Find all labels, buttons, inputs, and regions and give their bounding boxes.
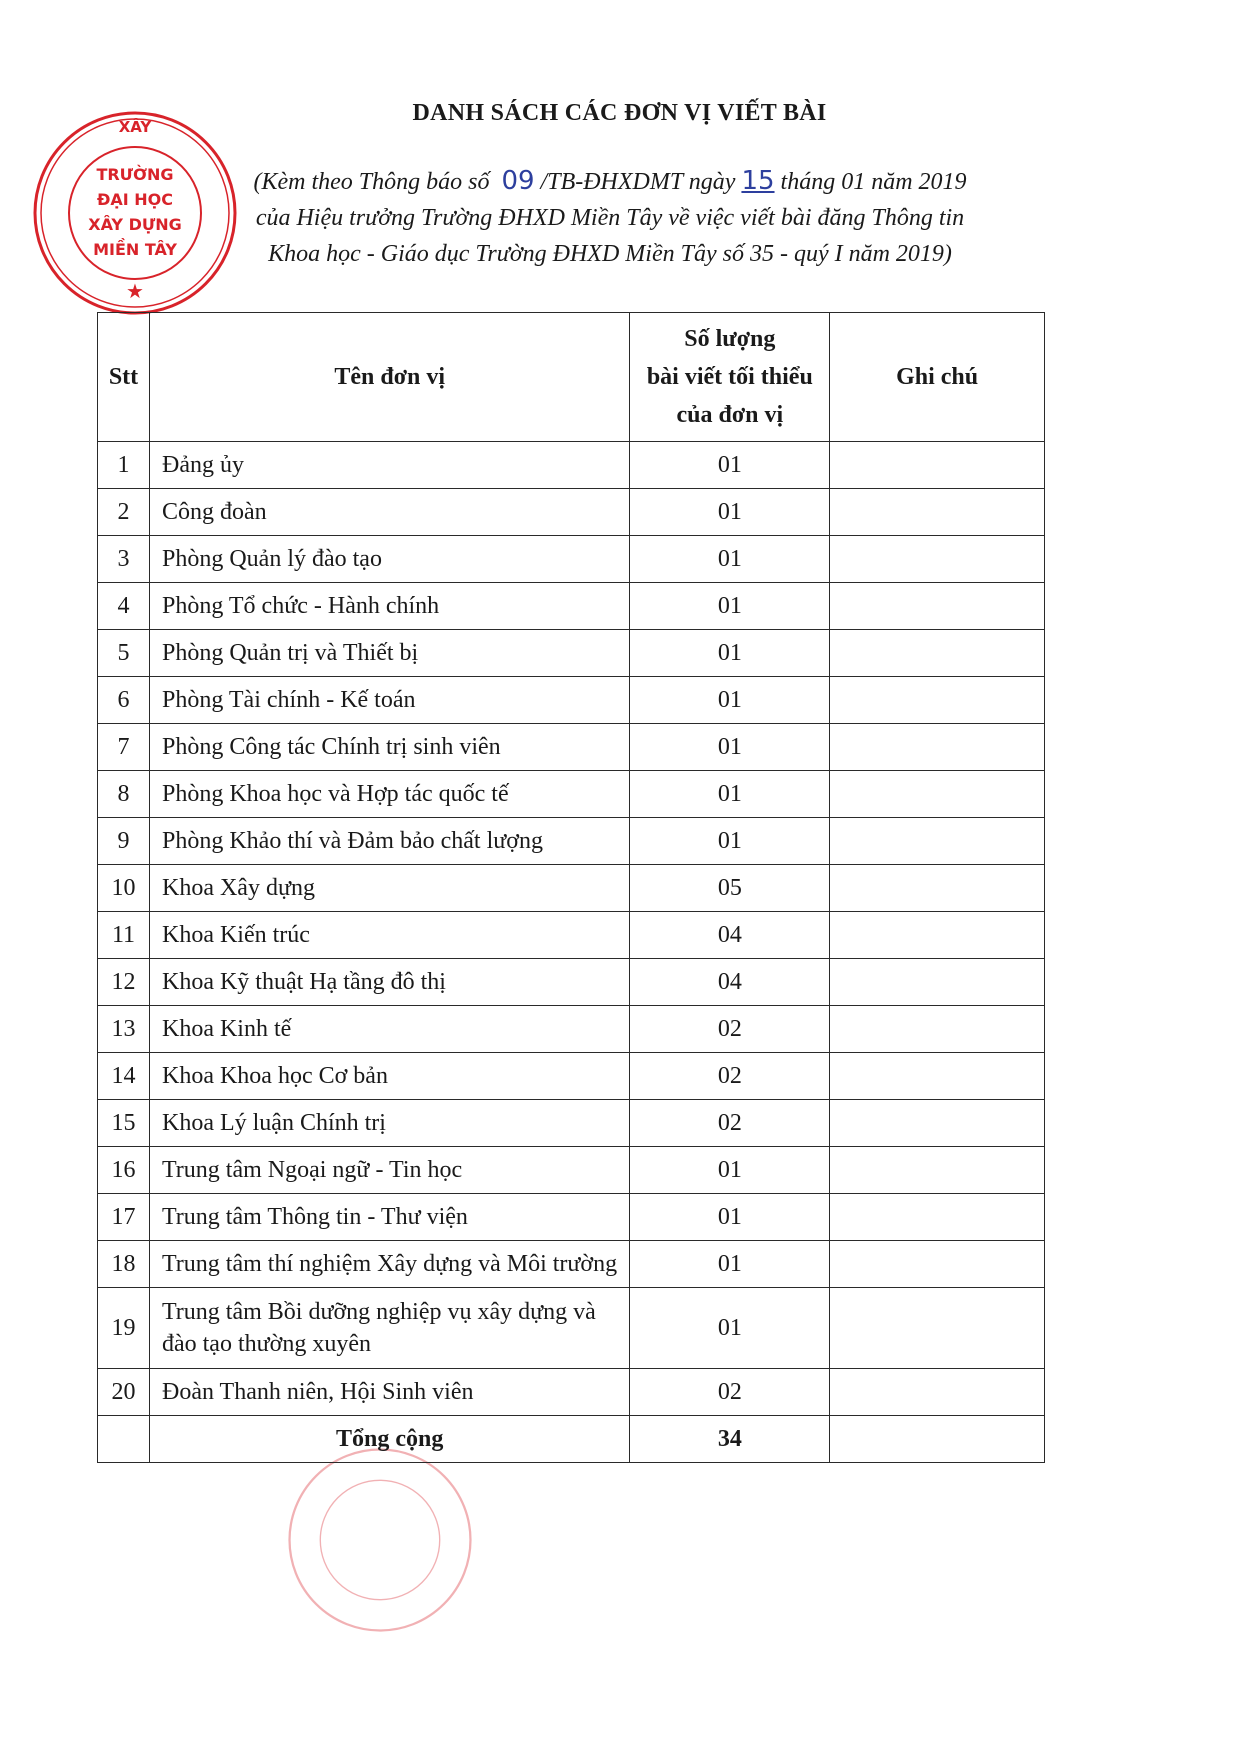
stamp-line-3: XÂY DỰNG [88,215,182,234]
row-note [830,1053,1045,1100]
row-name: Phòng Công tác Chính trị sinh viên [149,724,629,771]
row-count: 05 [630,865,830,912]
row-name: Đoàn Thanh niên, Hội Sinh viên [149,1369,629,1416]
row-stt: 5 [98,630,150,677]
row-count: 02 [630,1053,830,1100]
row-stt: 8 [98,771,150,818]
row-stt: 4 [98,583,150,630]
stamp-line-2: ĐẠI HỌC [96,190,174,209]
row-stt: 6 [98,677,150,724]
row-name: Phòng Tổ chức - Hành chính [149,583,629,630]
row-stt: 12 [98,959,150,1006]
row-note [830,677,1045,724]
units-table [97,312,1045,1463]
table-row [98,536,1045,583]
row-count: 01 [630,818,830,865]
row-name: Khoa Kinh tế [149,1006,629,1053]
handwritten-number: 09 [501,166,535,196]
row-stt: 14 [98,1053,150,1100]
official-stamp [30,108,240,318]
row-name: Trung tâm thí nghiệm Xây dựng và Môi trường [149,1241,629,1288]
header-count-line-2: bài viết tối thiểu [646,364,813,390]
subtitle-part1: (Kèm theo Thông báo số [253,169,490,195]
row-count: 01 [630,1194,830,1241]
table-row [98,442,1045,489]
subtitle-part3: tháng 01 năm 2019 [780,169,967,195]
row-note [830,630,1045,677]
row-note [830,1241,1045,1288]
stamp-line-4: MIỀN TÂY [93,240,177,259]
row-name: Đảng ủy [149,442,629,489]
table-row [98,630,1045,677]
table-row [98,1147,1045,1194]
row-count: 01 [630,1288,830,1369]
row-count: 01 [630,536,830,583]
row-stt: 9 [98,818,150,865]
header-name: Tên đơn vị [149,313,629,442]
table-row [98,1288,1045,1369]
row-count: 01 [630,489,830,536]
row-name: Khoa Kiến trúc [149,912,629,959]
subtitle-part2: /TB-ĐHXDMT ngày [540,169,736,195]
row-name: Khoa Lý luận Chính trị [149,1100,629,1147]
table-row [98,1100,1045,1147]
row-count: 01 [630,1147,830,1194]
row-stt: 16 [98,1147,150,1194]
table-row [98,677,1045,724]
row-stt: 10 [98,865,150,912]
header-note: Ghi chú [830,313,1045,442]
row-note [830,1369,1045,1416]
table-row [98,1194,1045,1241]
row-stt: 2 [98,489,150,536]
row-stt: 18 [98,1241,150,1288]
row-note [830,1006,1045,1053]
row-note [830,442,1045,489]
row-note [830,912,1045,959]
total-note-cell [830,1416,1045,1463]
row-name: Trung tâm Ngoại ngữ - Tin học [149,1147,629,1194]
row-stt: 15 [98,1100,150,1147]
table-row [98,865,1045,912]
table-row [98,489,1045,536]
stamp-line-1: TRƯỜNG [96,165,174,184]
row-name: Phòng Khảo thí và Đảm bảo chất lượng [149,818,629,865]
total-row [98,1416,1045,1463]
row-name: Trung tâm Bồi dưỡng nghiệp vụ xây dựng và đào tạo thường xuyên [149,1288,629,1369]
row-name: Phòng Khoa học và Hợp tác quốc tế [149,771,629,818]
subtitle-line-2: của Hiệu trưởng Trường ĐHXD Miền Tây về việc viết bài đăng Thông tin [255,205,965,231]
row-count: 01 [630,677,830,724]
row-count: 02 [630,1100,830,1147]
table-row [98,1053,1045,1100]
row-stt: 3 [98,536,150,583]
row-note [830,489,1045,536]
faint-stamp-impression [285,1445,475,1635]
row-count: 01 [630,442,830,489]
header-count-line-1: Số lượng [684,326,776,352]
row-note [830,1194,1045,1241]
row-name: Khoa Khoa học Cơ bản [149,1053,629,1100]
table-row [98,1241,1045,1288]
document-subtitle [140,163,1080,272]
handwritten-day: 15 [741,166,775,196]
header-stt: Stt [98,313,150,442]
row-stt: 17 [98,1194,150,1241]
row-note [830,536,1045,583]
row-note [830,583,1045,630]
row-name: Phòng Quản lý đào tạo [149,536,629,583]
subtitle-line-1 [140,163,1080,200]
table-row [98,1006,1045,1053]
table-row [98,724,1045,771]
table-row [98,912,1045,959]
row-stt: 1 [98,442,150,489]
row-name: Trung tâm Thông tin - Thư viện [149,1194,629,1241]
total-count: 34 [630,1416,830,1463]
row-note [830,724,1045,771]
header-count-line-3: của đơn vị [676,402,784,428]
row-stt: 19 [98,1288,150,1369]
table-row [98,583,1045,630]
subtitle-line-3: Khoa học - Giáo dục Trường ĐHXD Miền Tây số 35 - quý I năm 2019) [268,241,952,267]
stamp-star-icon: ★ [126,279,144,303]
row-count: 01 [630,771,830,818]
row-note [830,1100,1045,1147]
row-name: Phòng Tài chính - Kế toán [149,677,629,724]
row-count: 04 [630,912,830,959]
header-count [630,313,830,442]
row-note [830,1147,1045,1194]
total-label: Tổng cộng [149,1416,629,1463]
row-stt: 13 [98,1006,150,1053]
total-stt-cell [98,1416,150,1463]
table-row [98,771,1045,818]
row-note [830,959,1045,1006]
row-count: 01 [630,724,830,771]
row-count: 02 [630,1369,830,1416]
table-row [98,959,1045,1006]
row-stt: 11 [98,912,150,959]
stamp-top-text: XÂY [118,118,152,136]
row-count: 01 [630,583,830,630]
table-row [98,818,1045,865]
row-count: 02 [630,1006,830,1053]
row-note [830,771,1045,818]
document-title: DANH SÁCH CÁC ĐƠN VỊ VIẾT BÀI [412,100,827,126]
row-name: Khoa Xây dựng [149,865,629,912]
row-note [830,865,1045,912]
row-count: 04 [630,959,830,1006]
row-stt: 7 [98,724,150,771]
table-header-row [98,313,1045,442]
row-stt: 20 [98,1369,150,1416]
row-note [830,1288,1045,1369]
row-note [830,818,1045,865]
row-name: Công đoàn [149,489,629,536]
table-row [98,1369,1045,1416]
row-name: Phòng Quản trị và Thiết bị [149,630,629,677]
row-count: 01 [630,630,830,677]
row-name: Khoa Kỹ thuật Hạ tầng đô thị [149,959,629,1006]
row-count: 01 [630,1241,830,1288]
